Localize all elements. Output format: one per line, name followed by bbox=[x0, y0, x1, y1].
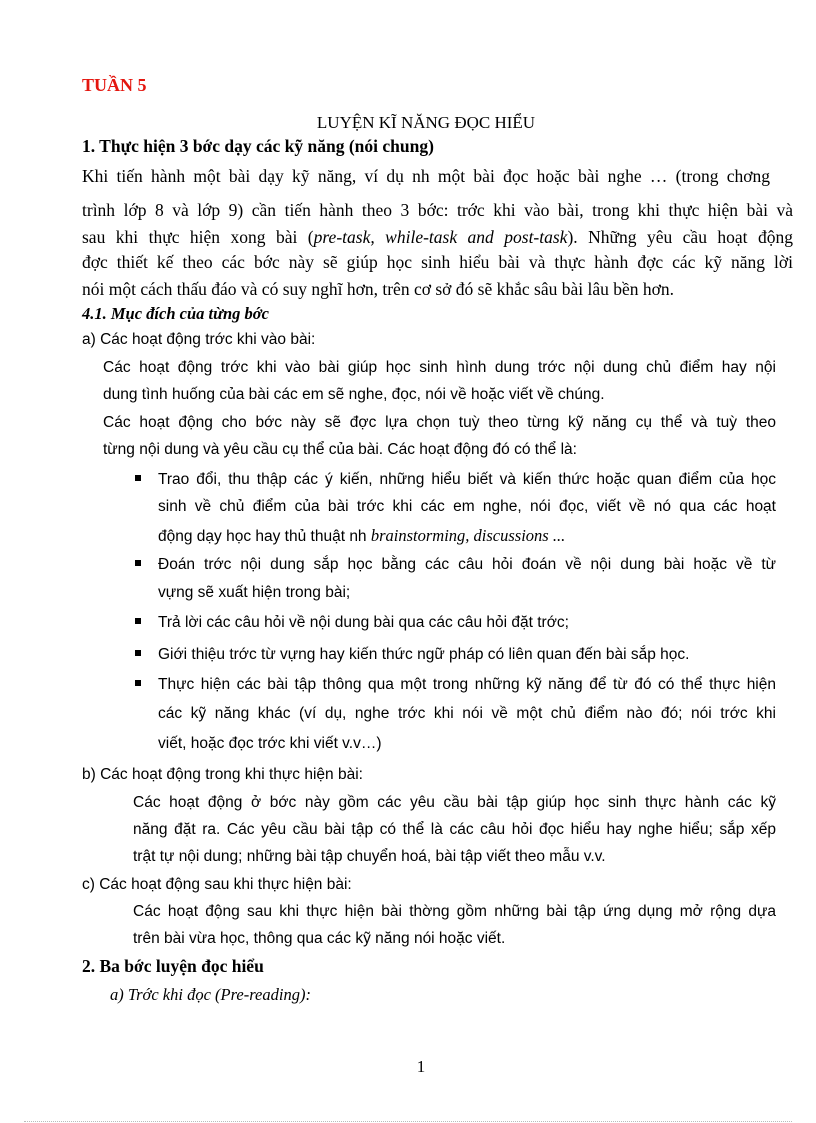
subsection-b-label: b) Các hoạt động trong khi thực hiện bài: bbox=[82, 766, 363, 783]
section-2-heading: 2. Ba bớc luyện đọc hiểu bbox=[82, 956, 264, 976]
bullet-item-line: các kỹ năng khác (ví dụ, nghe trớc khi nói về một chủ điểm nào đó; nói trớc khi bbox=[158, 705, 776, 722]
week-label: TUẦN 5 bbox=[82, 75, 147, 95]
bullet-square-icon bbox=[135, 650, 141, 656]
bullet-item-line: Giới thiệu trớc từ vựng hay kiến thức ngữ pháp có liên quan đến bài sắp học. bbox=[158, 646, 690, 663]
bullet-item-line: Trao đổi, thu thập các ý kiến, những hiểu biết và kiến thức hoặc quan điểm của học bbox=[158, 471, 776, 488]
bullet-item-line: Đoán trớc nội dung sắp học bằng các câu hỏi đoán về nội dung bài hoặc về từ bbox=[158, 556, 776, 573]
section-1-line: nói một cách thấu đáo và có suy nghĩ hơn, trên cơ sở đó sẽ khắc sâu bài lâu bền hơn. bbox=[82, 279, 675, 299]
page-number: 1 bbox=[416, 1057, 426, 1076]
bullet-item-line: động dạy học hay thủ thuật nh brainstorming, discussions ... bbox=[158, 526, 566, 545]
subsection-b-line: trật tự nội dung; những bài tập chuyển hoá, bài tập viết theo mẫu v.v. bbox=[133, 848, 606, 865]
bullet-item-line: Thực hiện các bài tập thông qua một trong những kỹ năng để từ đó có thể thực hiện bbox=[158, 676, 776, 693]
page-break-divider bbox=[24, 1121, 792, 1122]
subsection-a-line: Các hoạt động trớc khi vào bài giúp học sinh hình dung trớc nội dung chủ điểm hay nội bbox=[103, 359, 776, 376]
bullet-square-icon bbox=[135, 618, 141, 624]
bullet-square-icon bbox=[135, 475, 141, 481]
bullet-item-line: Trả lời các câu hỏi về nội dung bài qua các câu hỏi đặt trớc; bbox=[158, 614, 569, 631]
subsection-c-label: c) Các hoạt động sau khi thực hiện bài: bbox=[82, 876, 352, 893]
section-4-1-heading: 4.1. Mục đích của từng bớc bbox=[82, 304, 269, 323]
section-1-line: sau khi thực hiện xong bài (pre-task, while-task and post-task). Những yêu cầu hoạt động bbox=[82, 227, 793, 247]
section-1-line: đợc thiết kế theo các bớc này sẽ giúp học sinh hiểu bài và thực hành đợc các kỹ năng lời bbox=[82, 252, 793, 272]
subsection-c-line: Các hoạt động sau khi thực hiện bài thờng gồm những bài tập ứng dụng mở rộng dựa bbox=[133, 903, 776, 920]
page-title: LUYỆN KĨ NĂNG ĐỌC HIỂU bbox=[316, 113, 536, 132]
subsection-a-line: Các hoạt động cho bớc này sẽ đợc lựa chọn tuỳ theo từng kỹ năng cụ thể và tuỳ theo bbox=[103, 414, 776, 431]
bullet-item-line: vựng sẽ xuất hiện trong bài; bbox=[158, 584, 351, 601]
subsection-a-label: a) Các hoạt động trớc khi vào bài: bbox=[82, 331, 316, 348]
bullet-square-icon bbox=[135, 560, 141, 566]
section-1-line: Khi tiến hành một bài dạy kỹ năng, ví dụ nh một bài đọc hoặc bài nghe … (trong chơng bbox=[82, 166, 770, 186]
section-1-line: trình lớp 8 và lớp 9) cần tiến hành theo 3 bớc: trớc khi vào bài, trong khi thực hiện bài và bbox=[82, 200, 793, 220]
bullet-square-icon bbox=[135, 680, 141, 686]
section-1-heading: 1. Thực hiện 3 bớc dạy các kỹ năng (nói chung) bbox=[82, 136, 434, 156]
section-2-subheading: a) Trớc khi đọc (Pre-reading): bbox=[110, 985, 311, 1004]
subsection-a-line: dung tình huống của bài các em sẽ nghe, đọc, nói về hoặc viết về chúng. bbox=[103, 386, 605, 403]
bullet-item-line: sinh về chủ điểm của bài trớc khi các em nghe, nói đọc, viết về nó qua các hoạt bbox=[158, 498, 776, 515]
subsection-c-line: trên bài vừa học, thông qua các kỹ năng nói hoặc viết. bbox=[133, 930, 506, 947]
bullet-item-line: viết, hoặc đọc trớc khi viết v.v…) bbox=[158, 735, 382, 752]
subsection-b-line: Các hoạt động ở bớc này gồm các yêu cầu bài tập giúp học sinh thực hành các kỹ bbox=[133, 794, 776, 811]
subsection-b-line: năng đặt ra. Các yêu cầu bài tập có thể là các câu hỏi đọc hiểu hay nghe hiểu; sắp xếp bbox=[133, 821, 776, 838]
subsection-a-line: từng nội dung và yêu cầu cụ thể của bài. Các hoạt động đó có thể là: bbox=[103, 441, 577, 458]
